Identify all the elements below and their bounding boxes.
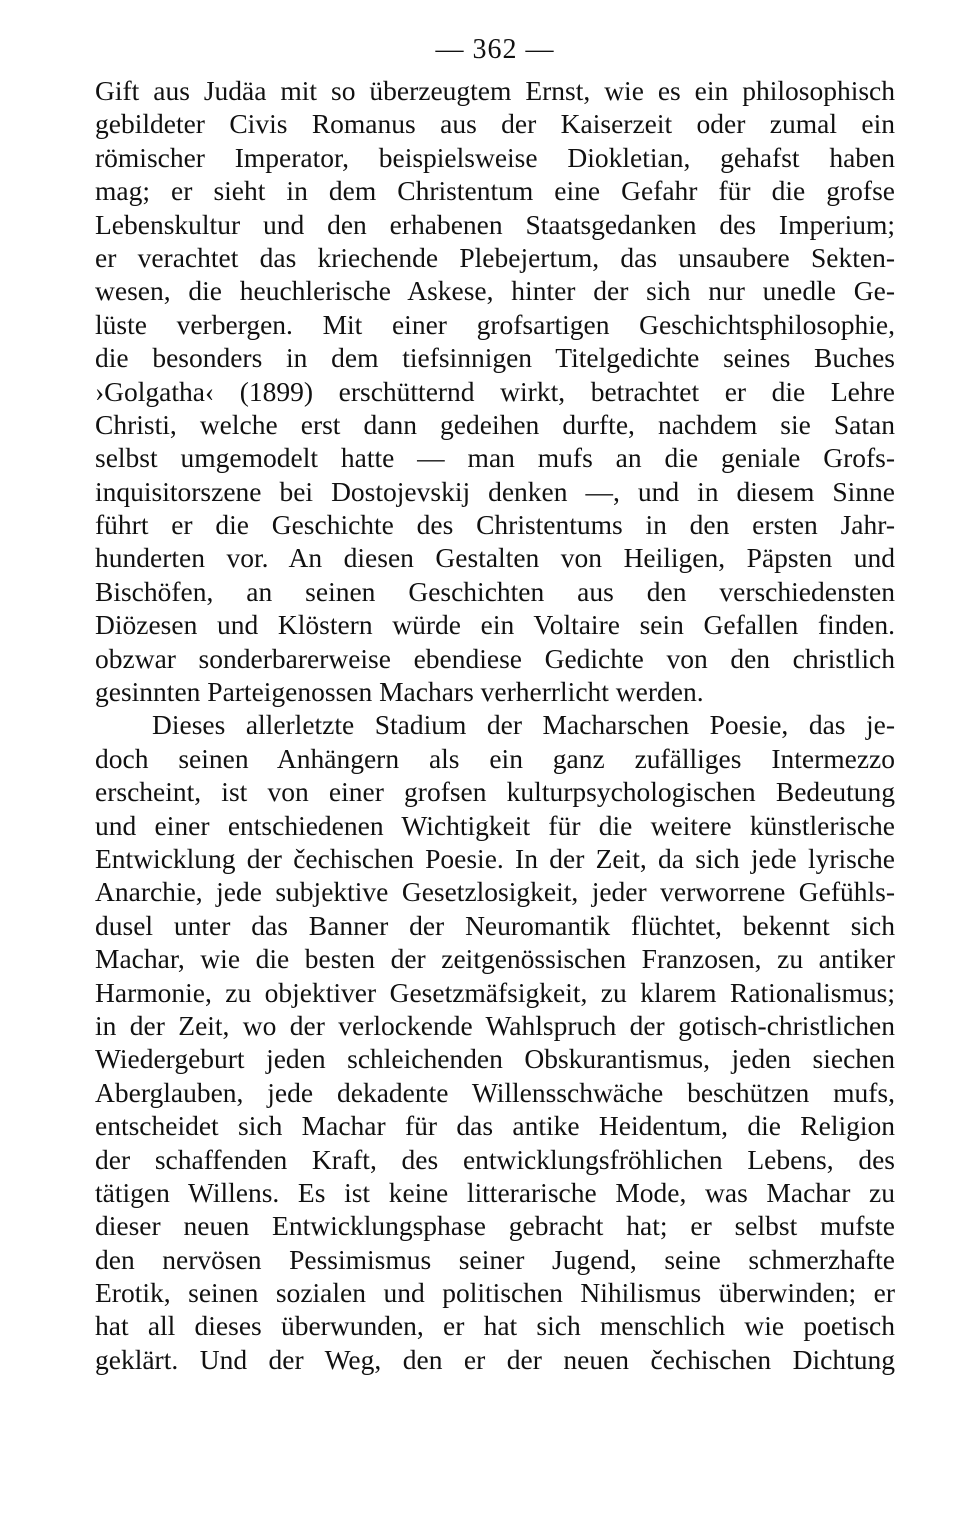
text-line: hat all dieses überwunden, er hat sich menschlich wie poetisch xyxy=(95,1310,895,1342)
text-line: und einer entschiedenen Wichtigkeit für die weitere künstlerische xyxy=(95,809,895,841)
text-line: Lebenskultur und den erhabenen Staatsgedanken des Imperium; xyxy=(95,208,895,240)
text-line: geklärt. Und der Weg, den er der neuen čechischen Dichtung xyxy=(95,1343,895,1375)
text-line: gebildeter Civis Romanus aus der Kaiserzeit oder zumal ein xyxy=(95,108,895,140)
text-line: Wiedergeburt jeden schleichenden Obskurantismus, jeden siechen xyxy=(95,1043,895,1075)
paragraph-last-line: gesinnten Parteigenossen Machars verherrlicht werden. xyxy=(95,676,704,708)
text-line: er verachtet das kriechende Plebejertum, das unsaubere Sekten- xyxy=(95,241,895,273)
text-line: wesen, die heuchlerische Askese, hinter der sich nur unedle Ge- xyxy=(95,275,895,307)
text-line: entscheidet sich Machar für das antike Heidentum, die Religion xyxy=(95,1110,895,1142)
body-text xyxy=(95,74,895,1376)
book-page xyxy=(95,30,895,1376)
page-number: — 362 — xyxy=(435,34,555,65)
text-line: doch seinen Anhängern als ein ganz zufälliges Intermezzo xyxy=(95,742,895,774)
text-line: lüste verbergen. Mit einer grofsartigen Geschichtsphilosophie, xyxy=(95,308,895,340)
text-line: Harmonie, zu objektiver Gesetzmäfsigkeit, zu klarem Rationalismus; xyxy=(95,976,895,1008)
text-line: römischer Imperator, beispielsweise Diokletian, gehafst haben xyxy=(95,141,895,173)
text-line: führt er die Geschichte des Christentums in den ersten Jahr- xyxy=(95,509,895,541)
text-line: tätigen Willens. Es ist keine litterarische Mode, was Machar zu xyxy=(95,1176,895,1208)
text-line: inquisitorszene bei Dostojevskij denken —, und in diesem Sinne xyxy=(95,475,895,507)
text-line: Anarchie, jede subjektive Gesetzlosigkeit, jeder verworrene Gefühls- xyxy=(95,876,895,908)
text-line: Diözesen und Klöstern würde ein Voltaire sein Gefallen finden. xyxy=(95,609,895,641)
text-line: mag; er sieht in dem Christentum eine Gefahr für die grofse xyxy=(95,175,895,207)
text-line: der schaffenden Kraft, des entwicklungsfröhlichen Lebens, des xyxy=(95,1143,895,1175)
paragraph-first-line: Dieses allerletzte Stadium der Macharschen Poesie, das je- xyxy=(152,709,895,741)
text-line: Aberglauben, jede dekadente Willensschwäche beschützen mufs, xyxy=(95,1076,895,1108)
text-line: obzwar sonderbarerweise ebendiese Gedichte von den christlich xyxy=(95,642,895,674)
text-line: dieser neuen Entwicklungsphase gebracht hat; er selbst mufste xyxy=(95,1210,895,1242)
text-line: ›Golgatha‹ (1899) erschütternd wirkt, betrachtet er die Lehre xyxy=(95,375,895,407)
text-line: Gift aus Judäa mit so überzeugtem Ernst, wie es ein philosophisch xyxy=(95,75,895,106)
text-line: selbst umgemodelt hatte — man mufs an die geniale Grofs- xyxy=(95,442,895,474)
text-line: dusel unter das Banner der Neuromantik flüchtet, bekennt sich xyxy=(95,909,895,941)
text-line: in der Zeit, wo der verlockende Wahlspruch der gotisch-christlichen xyxy=(95,1009,895,1041)
text-line: Entwicklung der čechischen Poesie. In der Zeit, da sich jede lyrische xyxy=(95,842,895,874)
text-line: Christi, welche erst dann gedeihen durfte, nachdem sie Satan xyxy=(95,408,895,440)
text-line: erscheint, ist von einer grofsen kulturpsychologischen Bedeutung xyxy=(95,776,895,808)
text-line: hunderten vor. An diesen Gestalten von Heiligen, Päpsten und xyxy=(95,542,895,574)
text-line: Bischöfen, an seinen Geschichten aus den verschiedensten xyxy=(95,575,895,607)
text-line: den nervösen Pessimismus seiner Jugend, seine schmerzhafte xyxy=(95,1243,895,1275)
text-line: Erotik, seinen sozialen und politischen Nihilismus überwinden; er xyxy=(95,1277,895,1309)
text-line: Machar, wie die besten der zeitgenössischen Franzosen, zu antiker xyxy=(95,943,895,975)
text-line: die besonders in dem tiefsinnigen Titelgedichte seines Buches xyxy=(95,342,895,374)
